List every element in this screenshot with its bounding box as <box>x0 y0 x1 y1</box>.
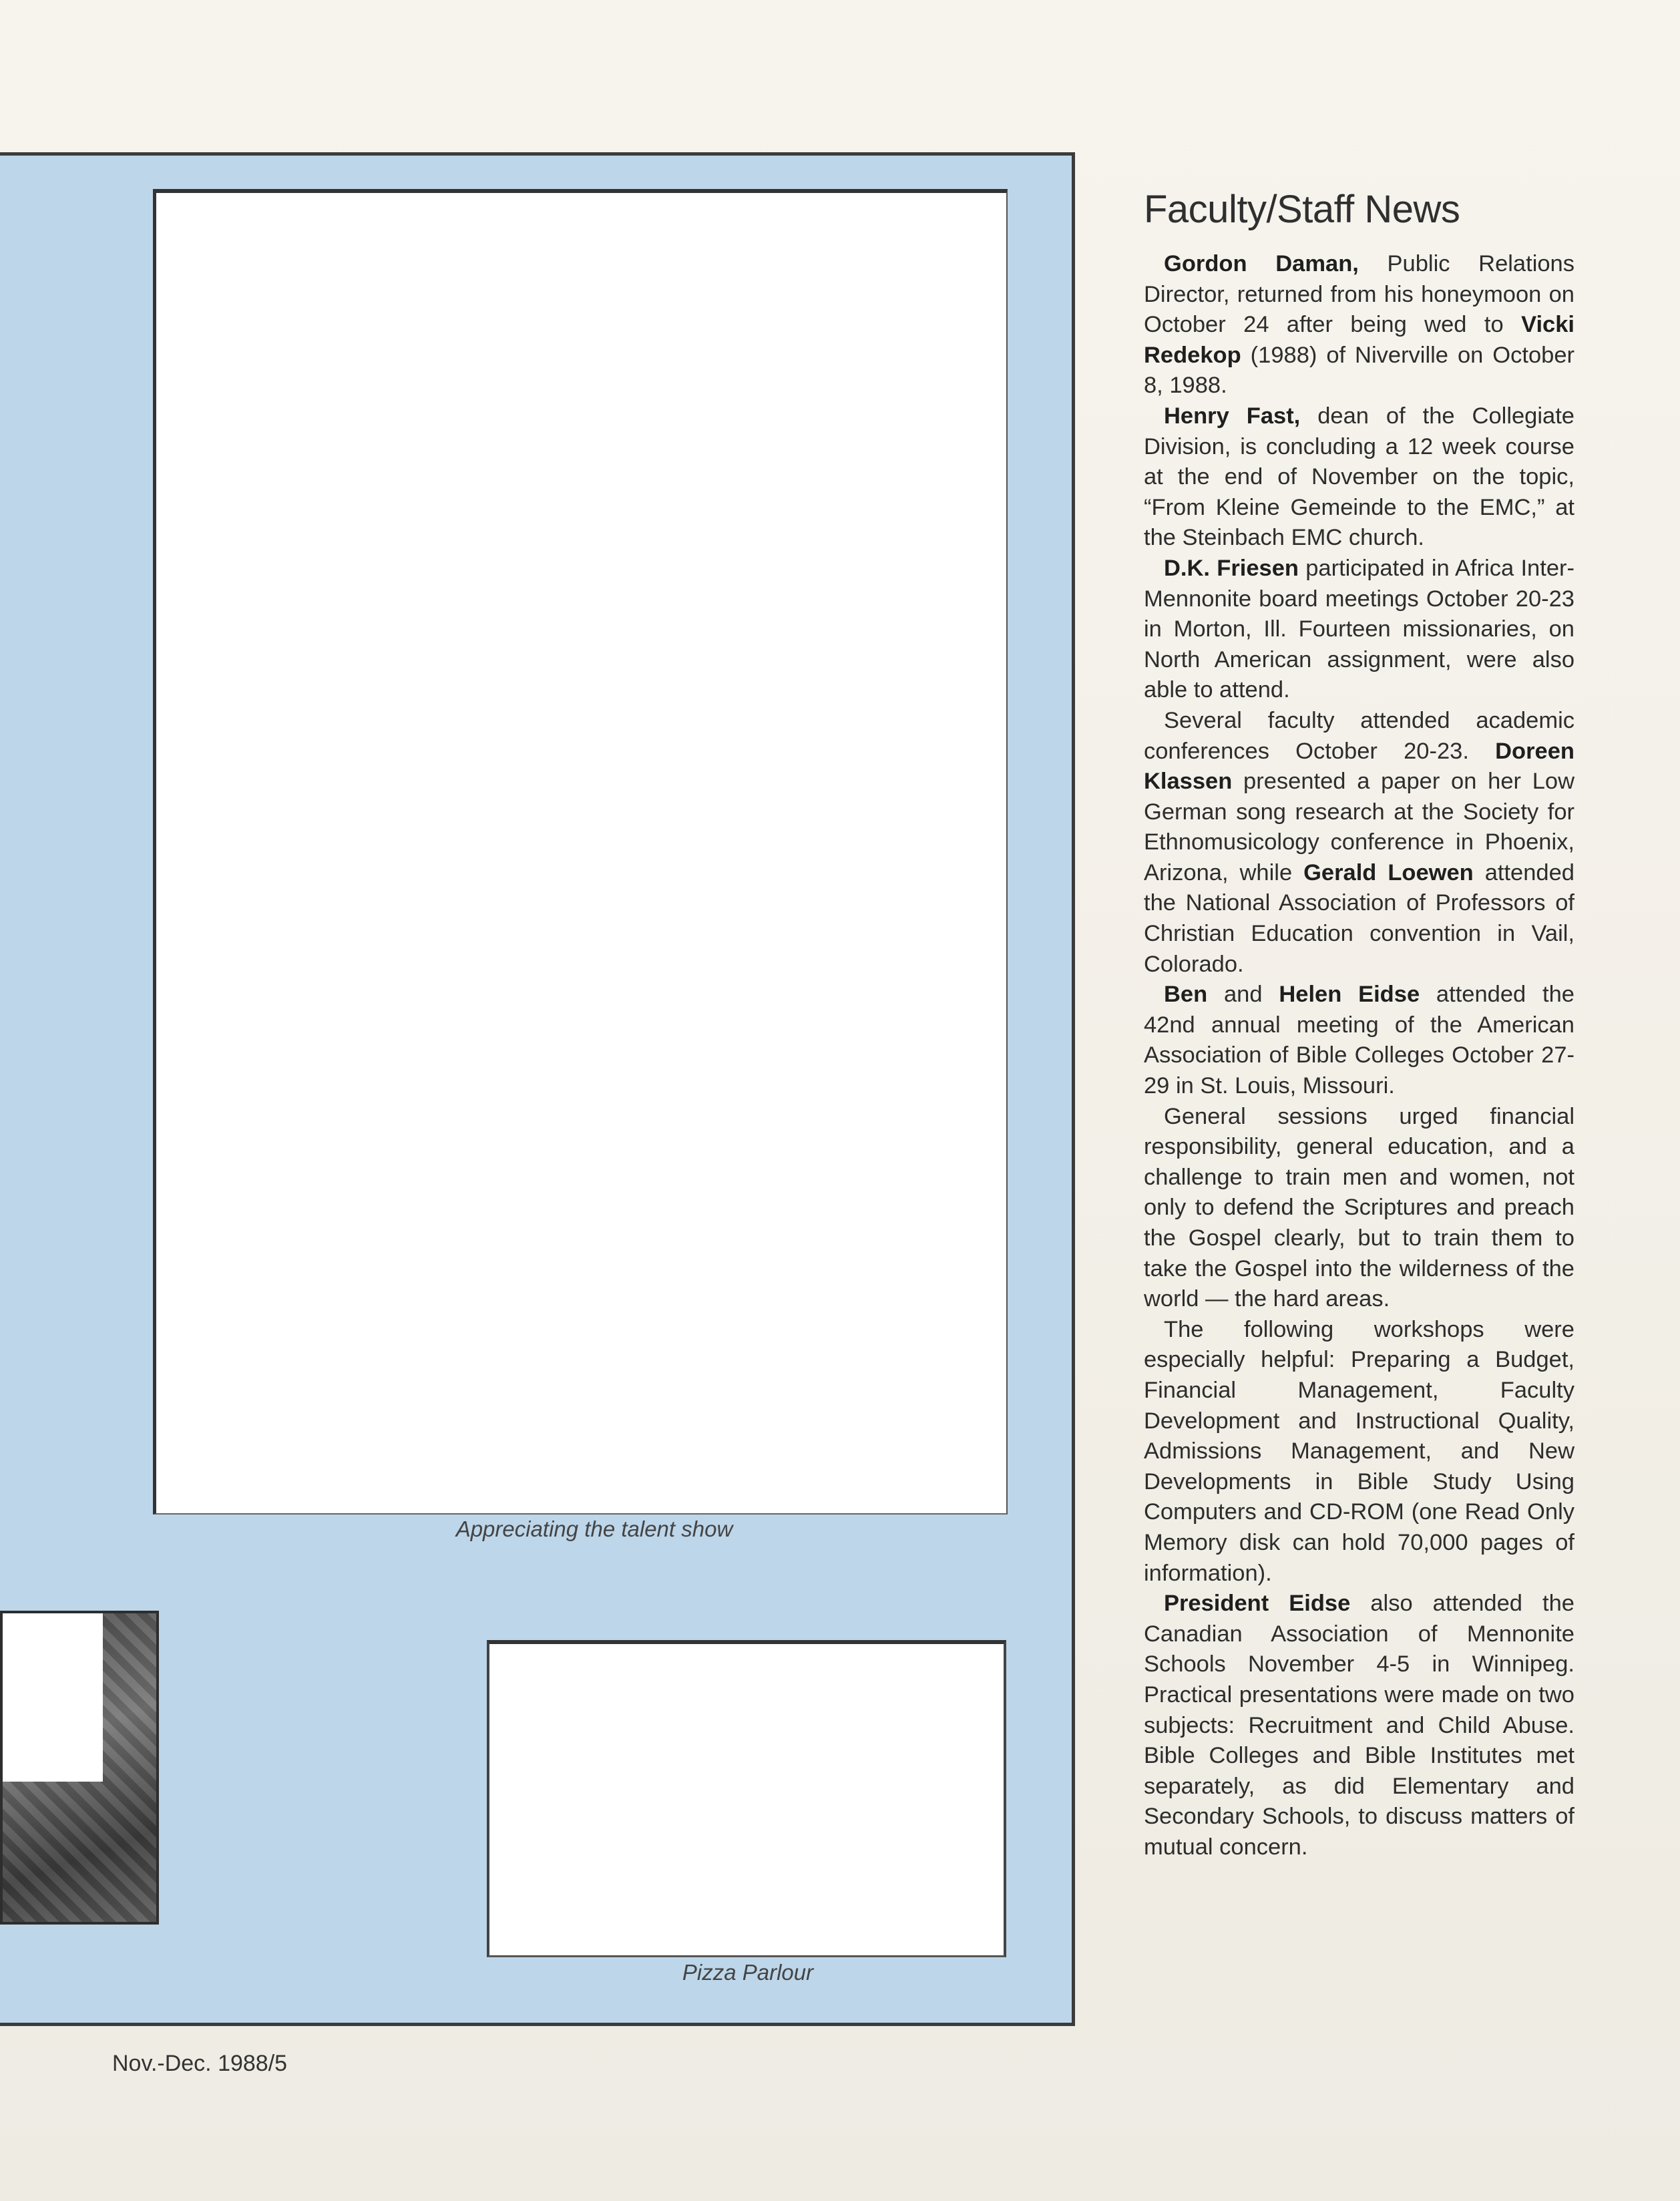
person-name: Gerald Loewen <box>1303 859 1474 885</box>
paragraph-text: also attended the Canadian Association of Mennonite Schools November 4-5 in Winnipeg. Practical presentations were made on two subjects: Recruitment and Child Abuse. Bible Colleges and Bible Institutes met separately, as did Elementary and Secondary Schools, to discuss matters of mutual concern. <box>1144 1591 1574 1860</box>
paragraph-workshops <box>1144 1315 1574 1589</box>
talent-show-caption: Appreciating the talent show <box>455 1517 733 1541</box>
paragraph-text: dean of the Collegiate Division, is concluding a 12 week course at the end of November on the topic, “From Kleine Gemeinde to the EMC,” at the Steinbach EMC church. <box>1144 403 1574 551</box>
paragraph-text: attended the 42nd annual meeting of the American Association of Bible Colleges October 27-29 in St. Louis, Missouri. <box>1144 982 1574 1099</box>
person-name: Henry Fast, <box>1164 403 1301 429</box>
photo-panel <box>0 152 1075 2026</box>
page-folio: Nov.-Dec. 1988/5 <box>112 2051 288 2076</box>
paragraph-friesen <box>1144 554 1574 706</box>
news-article <box>1144 249 1574 1862</box>
paragraph-text: General sessions urged financial responsibility, general education, and a challenge to train men and women, not only to defend the Scriptures and preach the Gospel clearly, but to train them to take the Gospel into the wilderness of the world — the hard areas. <box>1144 1103 1574 1312</box>
talent-show-photo <box>153 189 1008 1515</box>
person-name: Helen Eidse <box>1279 982 1420 1008</box>
paragraph-conferences <box>1144 706 1574 980</box>
person-name: Doreen Klassen <box>1144 738 1574 795</box>
photo-blank-area <box>3 1613 103 1782</box>
person-name: Ben <box>1164 982 1208 1008</box>
paragraph-general-sessions <box>1144 1102 1574 1315</box>
person-name: Gordon Daman, <box>1164 251 1359 276</box>
paragraph-daman <box>1144 249 1574 401</box>
pizza-parlour-photo <box>487 1640 1006 1957</box>
paragraph-text: The following workshops were especially helpful: Preparing a Budget, Financial Management, Faculty Development and Instructional Quality, Admissions Management, and New Developments in Bible Study Using Computers and CD-ROM (one Read Only Memory disk can hold 70,000 pages of information). <box>1144 1316 1574 1586</box>
paragraph-president <box>1144 1589 1574 1862</box>
paragraph-text: participated in Africa Inter-Mennonite board meetings October 20-23 in Morton, Ill. Fourteen missionaries, on North American assignment, were also able to attend. <box>1144 555 1574 703</box>
paragraph-eidse <box>1144 980 1574 1101</box>
paragraph-text: presented a paper on her Low German song research at the Society for Ethnomusicology conference in Phoenix, Arizona, while <box>1144 769 1574 885</box>
pizza-parlour-caption: Pizza Parlour <box>682 1960 814 1985</box>
paragraph-text: (1988) of Niverville on October 8, 1988. <box>1144 342 1574 399</box>
paragraph-text: attended the National Association of Professors of Christian Education convention in Vail, Colorado. <box>1144 859 1574 977</box>
person-name: President Eidse <box>1164 1591 1351 1617</box>
paragraph-text: and <box>1207 982 1279 1008</box>
cropped-photo-left-bottom <box>0 1611 159 1925</box>
paragraph-text: Several faculty attended academic conferences October 20-23. <box>1144 707 1574 764</box>
paragraph-text: Public Relations Director, returned from his honeymoon on October 24 after being wed to <box>1144 251 1574 338</box>
section-heading: Faculty/Staff News <box>1144 188 1460 231</box>
faculty-staff-news-column <box>1144 187 1574 1862</box>
paragraph-fast <box>1144 401 1574 554</box>
person-name: Vicki Redekop <box>1144 312 1574 368</box>
person-name: D.K. Friesen <box>1164 555 1299 581</box>
